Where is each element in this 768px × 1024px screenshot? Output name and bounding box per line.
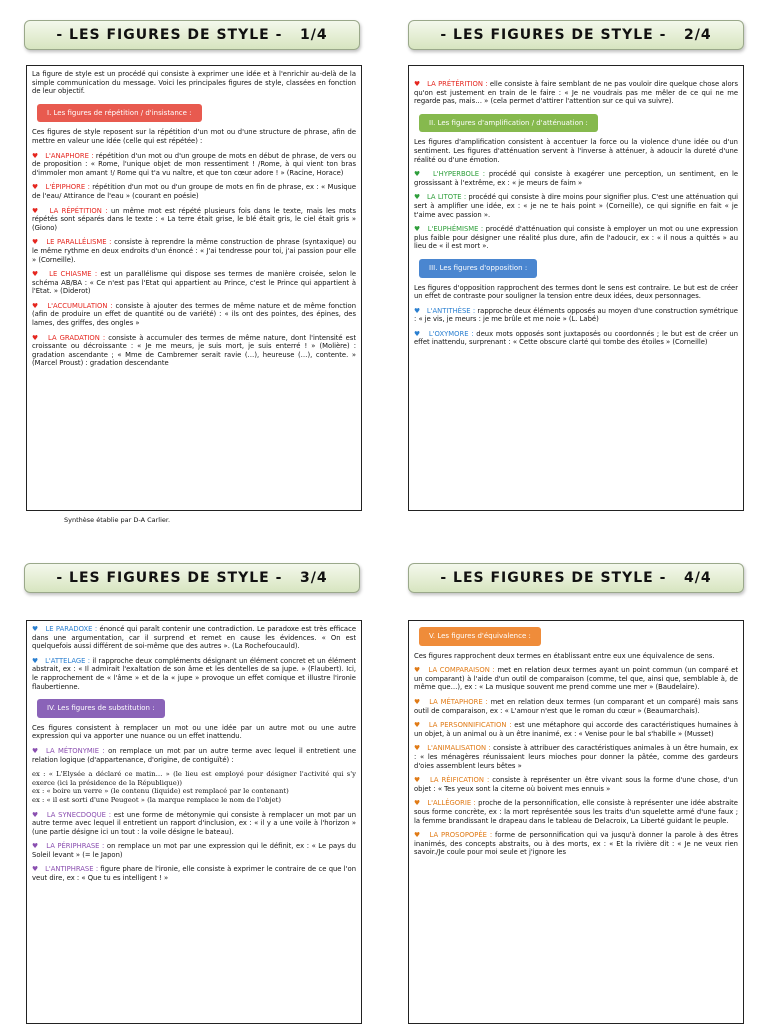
figure-list <box>414 80 738 106</box>
bullet-icon: ♥ <box>414 697 421 706</box>
figure-definition: est une métaphore qui accorde des caractéristiques humaines à un objet, à un animal ou à un être inanimé, ex : « Venise pour le bal s'habille » (Musset) <box>414 721 738 738</box>
figure-definition: consiste à reprendre la même construction de phrase (syntaxique) ou le même rythme en deux endroits d'un énoncé : « J'ai tendresse pour toi, j'ai passion pour elle » (Corneille). <box>32 238 357 264</box>
figure-term: LE CHIASME : <box>49 270 98 279</box>
bullet-icon: ♥ <box>32 842 39 851</box>
panel-4-card <box>408 620 744 1024</box>
section-heading: II. Les figures d'amplification / d'atténuation : <box>419 114 598 133</box>
figure-item <box>32 334 356 368</box>
figure-definition: répétition d'un mot ou d'un groupe de mots en fin de phrase, ex : « Musique de l'eau/ Attirance de l'eau » (courant en poésie) <box>32 183 357 200</box>
figure-definition: est un parallélisme qui dispose ses termes de manière croisée, selon le schéma AB/BA : « Ce n'est pas l'Etat qui appartient au Prince, c'est le Prince qui appartient à l'Etat. » (Diderot) <box>32 270 357 296</box>
bullet-icon: ♥ <box>414 666 421 675</box>
figure-item <box>414 330 738 347</box>
example-line: ex : « L'Elysée a déclaré ce matin… » (le lieu est employé pour désigner l'activité qui s'y exerce (ici la présidence de la République)) <box>32 770 356 787</box>
figure-definition: procédé d'atténuation qui consiste à employer un mot ou une expression plus faible pour désigner une réalité plus dure, afin de l'adoucir, ex : « il nous a quittés » au lieu de « il est mort ». <box>414 225 738 251</box>
bullet-icon: ♥ <box>32 151 39 160</box>
figure-item <box>414 225 738 251</box>
figure-term: LA RÉIFICATION : <box>429 776 490 785</box>
figure-term: L'ÉPIPHORE : <box>45 183 90 192</box>
figure-definition: rapproche deux éléments opposés au moyen d'une construction symétrique : « je vis, je meurs : je me brûle et me noie » (L. Labé) <box>414 306 738 324</box>
figure-list <box>32 811 356 883</box>
figure-definition: met en relation deux termes ayant un point commun (un comparé et un comparant) à l'aide d'un outil de comparaison (comme, tel que, ainsi que, semblable à, de même que…), ex : « La musique souvent me prend comme une mer » (Baudelaire). <box>414 666 738 692</box>
section-heading: III. Les figures d'opposition : <box>419 259 537 278</box>
figure-definition: forme de personnification qui va jusqu'à donner la parole à des êtres inanimés, des concepts abstraits, ou à des morts, ex : « Et la rivière dit : « Je ne veux rien savoir./Je coule pour moi seule et j'ignore les <box>414 831 738 857</box>
figure-item <box>414 698 738 715</box>
figure-definition: on remplace un mot par un autre terme avec lequel il entretient une relation logique (d'appartenance, d'origine, de contiguïté) : <box>32 746 357 764</box>
figure-item <box>32 747 356 764</box>
panel-4-title <box>408 563 744 593</box>
panel-title-text: - LES FIGURES DE STYLE - <box>56 27 283 43</box>
panel-3-card <box>26 620 362 1024</box>
figure-list <box>32 152 356 368</box>
figure-term: L'ANTIPHRASE : <box>45 865 99 874</box>
figure-term: L'ANIMALISATION : <box>427 744 491 753</box>
panel-2-card <box>408 65 744 511</box>
footer-credit: Synthèse établie par D-A Carlier. <box>64 516 171 524</box>
panel-number: 4/4 <box>684 570 712 586</box>
figure-item <box>32 625 356 651</box>
bullet-icon: ♥ <box>32 865 39 874</box>
figure-item <box>414 721 738 738</box>
figure-term: L'OXYMORE : <box>428 329 474 338</box>
bullet-icon: ♥ <box>414 744 421 753</box>
figure-item <box>414 799 738 825</box>
bullet-icon: ♥ <box>414 80 421 88</box>
section-intro: Les figures d'opposition rapprochent des termes dont le sens est contraire. Le but est de créer un effet de contraste pour souligner la tension entre deux idées, deux personnages. <box>414 283 738 301</box>
figure-term: LA GRADATION : <box>48 333 106 342</box>
panel-1-title <box>24 20 360 50</box>
figure-term: L'ANAPHORE : <box>45 151 94 160</box>
section-heading: I. Les figures de répétition / d'insistance : <box>37 104 202 123</box>
bullet-icon: ♥ <box>32 183 39 192</box>
figure-item <box>32 152 356 178</box>
bullet-icon: ♥ <box>414 306 421 315</box>
figure-term: LA PROSOPOPÉE : <box>429 831 493 840</box>
figure-item <box>414 80 738 106</box>
bullet-icon: ♥ <box>32 333 39 342</box>
figure-item <box>414 744 738 770</box>
figure-list <box>414 666 738 857</box>
figure-definition: consiste à ajouter des termes de même nature et de même fonction (afin de produire un effet de quantité ou de variété) : « ils ont des pointes, des épines, des lames, des griffes, des ongles » <box>32 301 356 328</box>
bullet-icon: ♥ <box>32 301 39 310</box>
figure-definition: énoncé qui paraît contenir une contradiction. Le paradoxe est très efficace dans une argumentation, car il surprend et remet en cause les évidences. « On est quelquefois aussi différent de soi-même que des autres ». (La Rochefoucauld). <box>32 625 357 651</box>
figure-item <box>32 270 356 296</box>
figure-term: L'ANTITHÈSE : <box>426 306 476 315</box>
panel-number: 2/4 <box>684 27 712 43</box>
figure-definition: un même mot est répété plusieurs fois dans le texte, mais les mots répétés sont séparés dans le texte : « La terre était grise, le blé était gris, le ciel était gris » (Giono) <box>32 206 356 232</box>
panel-1-card <box>26 65 362 511</box>
figure-term: L'HYPERBOLE : <box>432 170 486 179</box>
figure-definition: procédé qui consiste à exagérer une perception, un sentiment, en le grossissant à l'extrême, ex : « je meurs de faim » <box>414 170 739 187</box>
example-line: ex : « boire un verre » (le contenu (liquide) est remplacé par le contenant) <box>32 787 289 796</box>
figure-definition: répétition d'un mot ou d'un groupe de mots en début de phrase, de vers ou de proposition : « Rome, l'unique objet de mon ressentiment ! /Rome, à qui vient ton bras d'immoler mon amant !/ Rome qui t'a vu naître, et que ton cœur adore ! » (Racine, Horace) <box>32 151 357 177</box>
figure-item <box>32 842 356 859</box>
figure-term: LA PÉRIPHRASE : <box>46 842 105 851</box>
panel-title-text: - LES FIGURES DE STYLE - <box>56 570 283 586</box>
figure-definition: consiste à représenter un être vivant sous la forme d'une chose, d'un objet : « Tes yeux sont la citerne où boivent mes ennuis » <box>414 776 738 793</box>
bullet-icon: ♥ <box>414 721 421 730</box>
bullet-icon: ♥ <box>32 656 39 665</box>
figure-term: LA RÉPÉTITION : <box>49 206 108 215</box>
figure-definition: deux mots opposés sont juxtaposés ou coordonnés ; le but est de créer un effet inattendu, surprenant : « Cette obscure clarté qui tombe des étoiles » (Corneille) <box>414 329 739 347</box>
section-intro: Ces figures rapprochent deux termes en établissant entre eux une équivalence de sens. <box>414 651 715 660</box>
panel-title-text: - LES FIGURES DE STYLE - <box>440 27 667 43</box>
figure-item <box>32 657 356 691</box>
figure-item <box>414 193 738 219</box>
figure-item <box>32 302 356 328</box>
figure-term: LA PRÉTÉRITION : <box>427 80 488 88</box>
figure-definition: elle consiste à faire semblant de ne pas vouloir dire quelque chose alors qu'on est justement en train de le faire : « Je ne voudrais pas me mêler de ce qui ne me regarde pas, mais… » (cela permet d'attirer l'attention sur ce qui va suivre). <box>414 80 739 106</box>
figure-list <box>414 307 738 347</box>
figure-item <box>414 307 738 324</box>
bullet-icon: ♥ <box>414 776 421 785</box>
bullet-icon: ♥ <box>414 193 421 202</box>
figure-term: L'ACCUMULATION : <box>47 301 113 310</box>
figure-term: LA COMPARAISON : <box>428 666 495 675</box>
section-intro: Les figures d'amplification consistent à accentuer la force ou la violence d'une idée ou d'un sentiment. Les figures d'atténuation servent à l'inverse à atténuer, à adoucir la dureté d'une réalité ou d'une émotion. <box>414 138 738 164</box>
figure-definition: proche de la personnification, elle consiste à représenter une idée abstraite sous forme concrète, ex : la mort représentée sous les traits d'un squelette armé d'une faux ; la femme brandissant le drapeau dans le tableau de Delacroix, La Liberté guidant le peuple. <box>414 799 738 825</box>
figure-list <box>32 625 356 691</box>
bullet-icon: ♥ <box>414 170 422 179</box>
section-intro: Ces figures de style reposent sur la répétition d'un mot ou d'une structure de phrase, afin de mettre en valeur une idée (celle qui est répétée) : <box>32 128 356 145</box>
section-heading: IV. Les figures de substitution : <box>37 699 165 718</box>
panel-number: 3/4 <box>300 570 328 586</box>
figure-term: L'EUPHÉMISME : <box>427 225 484 234</box>
figure-list <box>414 170 738 251</box>
figure-definition: procédé qui consiste à dire moins pour signifier plus. C'est une atténuation qui sert à amplifier une idée, ex : « je ne te hais point » (Corneille), ce qui signifie en fait « je t'aime avec passion ». <box>414 193 739 219</box>
figure-item <box>414 666 738 692</box>
panel-title-text: - LES FIGURES DE STYLE - <box>440 570 667 586</box>
section-intro: Ces figures consistent à remplacer un mot ou une idée par un autre mot ou une autre expression qui va apporter une nuance ou un effet inattendu. <box>32 723 356 741</box>
bullet-icon: ♥ <box>32 625 39 633</box>
figure-item <box>414 170 738 187</box>
figure-item <box>32 183 356 200</box>
bullet-icon: ♥ <box>414 799 421 808</box>
figure-definition: il rapproche deux compléments désignant un élément concret et un élément abstrait, ex : « Il admirait l'exaltation de son âme et les dentelles de sa jupe. » (Flaubert). Ici, le rapprochement de « l'âme » et de la « jupe » provoque un effet comique et illustre l'ironie flaubertienne. <box>32 656 357 691</box>
figure-item <box>32 811 356 837</box>
bullet-icon: ♥ <box>32 810 39 819</box>
panel-number: 1/4 <box>300 27 328 43</box>
bullet-icon: ♥ <box>32 206 40 215</box>
intro-text: La figure de style est un procédé qui consiste à exprimer une idée et à l'enrichir au-delà de la simple communication du message. Voici les principales figures de style, classées en fonction de leur objectif. <box>32 70 356 96</box>
figure-term: LE PARALLÉLISME : <box>46 238 112 247</box>
panel-2-title <box>408 20 744 50</box>
figure-definition: met en relation deux termes (un comparant et un comparé) mais sans outil de comparaison, ex : « L'amour n'est que le roman du cœur » (Beaumarchais). <box>414 697 738 715</box>
figure-definition: consiste à accumuler des termes de même nature, dont l'intensité est croissante ou décroissante : « Je me meurs, je suis mort, je suis enterré ! » (Molière) : gradation ascendante ; « Mme de Cambremer serait ravie (…), heureuse (…), contente. » (Marcel Proust) : gradation descendante <box>32 333 357 368</box>
bullet-icon: ♥ <box>414 831 421 840</box>
figure-item <box>414 831 738 857</box>
figure-item <box>32 238 356 264</box>
figure-term: LA SYNECDOQUE : <box>46 810 111 819</box>
figure-item <box>32 207 356 233</box>
figure-term: LA LITOTE : <box>426 193 467 202</box>
figure-definition: consiste à attribuer des caractéristiques animales à un être humain, ex : « les ménagères réunissaient leurs mioches pour donner la pâtée, comme des gardeurs d'oies assemblent leurs bêtes » <box>414 744 739 770</box>
section-heading: V. Les figures d'équivalence : <box>419 627 541 646</box>
figure-definition: on remplace un mot par une expression qui le définit, ex : « Le pays du Soleil levant » (= le Japon) <box>32 842 356 859</box>
figure-definition: figure phare de l'ironie, elle consiste à exprimer le contraire de ce que l'on veut dire, ex : « Que tu es intelligent ! » <box>32 865 356 883</box>
figure-term: LA PERSONNIFICATION : <box>428 721 512 730</box>
panel-3-title <box>24 563 360 593</box>
figure-term: LE PARADOXE : <box>45 625 98 633</box>
figure-term: L'ALLÉGORIE : <box>427 799 476 808</box>
bullet-icon: ♥ <box>32 238 39 247</box>
figure-item <box>32 865 356 882</box>
figure-term: L'ATTELAGE : <box>45 656 91 665</box>
bullet-icon: ♥ <box>414 329 421 338</box>
figure-definition: est une forme de métonymie qui consiste à remplacer un mot par un autre terme avec lequel il entretient un rapport d'inclusion, ex : « il y a une voile à l'horizon » (une partie désigne ici un tout : la voile désigne le bateau). <box>32 810 357 836</box>
figure-item <box>414 776 738 793</box>
figure-term: LA MÉTONYMIE : <box>46 746 105 755</box>
bullet-icon: ♥ <box>32 270 40 279</box>
figure-term: LA MÉTAPHORE : <box>429 697 488 706</box>
bullet-icon: ♥ <box>414 225 421 234</box>
example-line: ex : « il est sorti d'une Peugeot » (la marque remplace le nom de l'objet) <box>32 795 282 804</box>
bullet-icon: ♥ <box>32 746 40 755</box>
